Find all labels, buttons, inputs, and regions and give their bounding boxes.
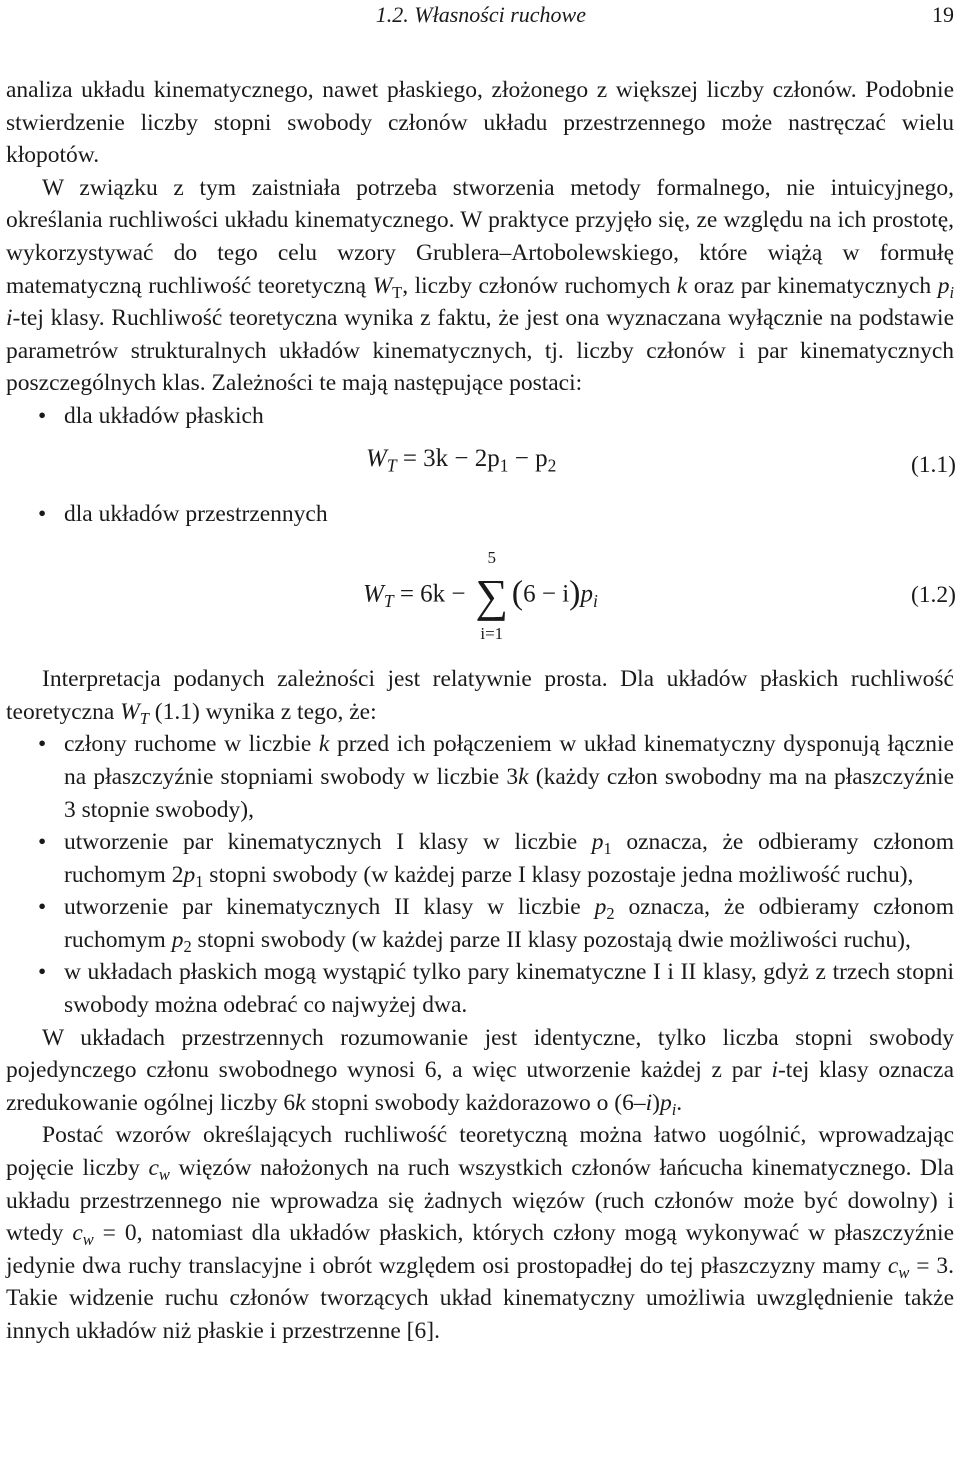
page-number: 19 [932, 2, 954, 27]
equation-1-number: (1.1) [910, 451, 956, 478]
running-head [6, 0, 954, 30]
paragraph-4: W układach przestrzennych rozumowanie jest identyczne, tylko liczba stopni swobody pojedynczego członu swobodnego wynosi 6, a więc utworzenie każdej z par i-tej klasy oznacza zredukowanie ogólnej liczby 6k stopni swobody każdorazowo o $(6-i)p_i$. [6, 1024, 954, 1119]
formula-bullets-2 [6, 498, 954, 531]
equation-1 [366, 443, 956, 493]
paragraph-2: W związku z tym zaistniała potrzeba stworzenia metody formalnego, nie intuicyjnego, określania ruchliwości układu kinematycznego. W praktyce przyjęło się, ze względu na ich prostotę, wykorzystywać do tego celu wzory Grublera–Artobolewskiego, które wiążą w formułę matematyczną ruchliwość teoretyczną $W_T$, liczby członów ruchomych k oraz par kinematycznych $p_i$ i-tej klasy. Ruchliwość teoretyczna wynika z faktu, że jest ona wyznaczana wyłącznie na podstawie parametrów strukturalnych układów kinematycznych, tj. liczby członów i par kinematycznych poszczególnych klas. Zależności te mają następujące postaci: [6, 174, 955, 397]
paragraph-3: Interpretacja podanych zależności jest relatywnie prosta. Dla układów płaskich ruchliwość teoretyczna $W_T$ (1.1) wynika z tego, że: [6, 666, 954, 728]
equation-2-body: $W_T = 6k$ − 5 ∑ i=1 $(6 - i)p_i$ [363, 548, 598, 644]
bullet-4: • w układach płaskich mogą wystąpić tylko pary kinematyczne I i II klasy, gdyż z trzech stopni swobody można odebrać co najwyżej dwa. [6, 956, 954, 1021]
paragraph-1: analiza układu kinematycznego, nawet płaskiego, złożonego z większej liczby członów. Podobnie stwierdzenie liczby stopni swobody członów układu przestrzennego może nastręczać wielu kłopotów. [6, 77, 954, 169]
bullet-2: • utworzenie par kinematycznych I klasy w liczbie $p_1$ oznacza, że odbieramy członom ruchomym $2p_1$ stopni swobody (w każdej parze I klasy pozostaje jedna możliwość ruchu), [6, 826, 954, 891]
equation-1-body: $W_T = 3k - 2p_1 - p_2$ [366, 444, 557, 475]
bullet-spatial: • dla układów przestrzennych [6, 498, 624, 531]
equation-2 [363, 548, 956, 644]
equation-2-number: (1.2) [910, 582, 956, 609]
bullet-planar: • dla układów płaskich [6, 400, 624, 433]
formula-bullets [6, 400, 954, 433]
summation: 5 ∑ i=1 [475, 548, 509, 644]
section-title: 1.2. Własności ruchowe [375, 2, 586, 27]
paragraph-5: Postać wzorów określających ruchliwość teoretyczną można łatwo uogólnić, wprowadzając pojęcie liczby $c_w$ więzów nałożonych na ruch wszystkich członów łańcucha kinematycznego. Dla układu przestrzennego nie wprowadza się żadnych więzów (ruch członów może być dowolny) i wtedy $c_w = 0$, natomiast dla układów płaskich, których człony mogą wykonywać w płaszczyźnie jedynie dwa ruchy translacyjne i obrót względem osi prostopadłej do tej płaszczyzny mamy $c_w = 3$. Takie widzenie ruchu członów tworzących układ kinematyczny umożliwia uwzględnienie także innych układów niż płaskie i przestrzenne [6]. [6, 1122, 955, 1344]
bullet-1: • człony ruchome w liczbie k przed ich połączeniem w układ kinematyczny dysponują łącznie na płaszczyźnie stopniami swobody w liczbie 3k (każdy człon swobodny ma na płaszczyźnie 3 stopnie swobody), [6, 728, 954, 826]
bullet-3: • utworzenie par kinematycznych II klasy w liczbie $p_2$ oznacza, że odbieramy członom ruchomym $p_2$ stopni swobody (w każdej parze II klasy pozostają dwie możliwości ruchu), [6, 891, 954, 956]
interpretation-bullets [6, 728, 954, 1021]
